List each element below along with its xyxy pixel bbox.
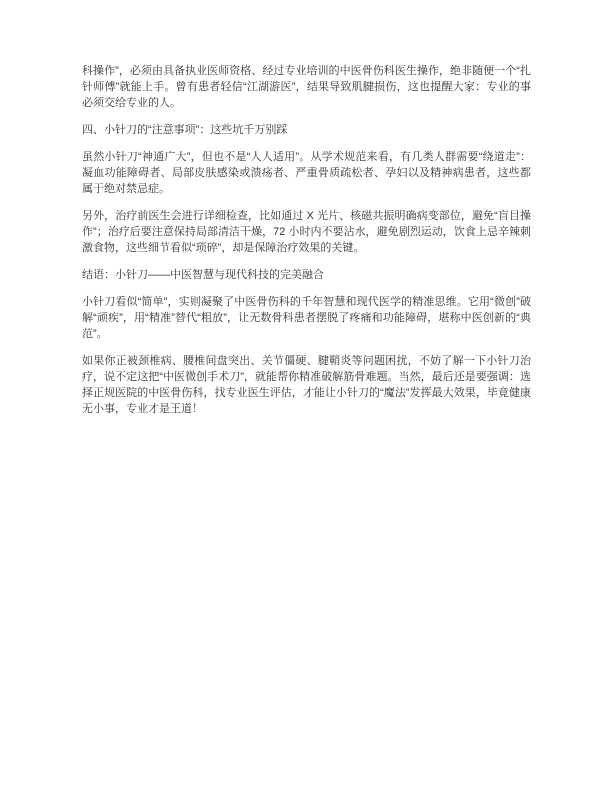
body-paragraph: 小针刀看似“简单”，实则凝聚了中医骨伤科的千年智慧和现代医学的精准思维。它用“微创”破解“顽疾”，用“精准”替代“粗放”，让无数骨科患者摆脱了疼痛和功能障碍，堪称中医创新的“典范”。: [82, 296, 531, 340]
body-paragraph: 虽然小针刀“神通广大”，但也不是“人人适用”。从学术规范来看，有几类人群需要“绕道走”：凝血功能障碍者、局部皮肤感染或溃疡者、严重骨质疏松者、孕妇以及精神病患者，这些都属于绝对禁忌症。: [82, 151, 531, 195]
body-paragraph: 科操作”，必须由具备执业医师资格、经过专业培训的中医骨伤科医生操作，绝非随便一个“扎针师傅”就能上手。曾有患者轻信“江湖游医”，结果导致肌腱损伤，这也提醒大家：专业的事必须交给专业的人。: [82, 65, 531, 109]
page-content: [82, 63, 531, 428]
body-paragraph: 另外，治疗前医生会进行详细检查，比如通过 X 光片、核磁共振明确病变部位，避免“盲目操作”；治疗后要注意保持局部清洁干燥，72 小时内不要沾水，避免剧烈运动，饮食上忌辛辣刺激食物，这些细节看似“琐碎”，却是保障治疗效果的关键。: [82, 210, 531, 254]
section-heading-conclusion: 结语：小针刀——中医智慧与现代科技的完美融合: [82, 269, 324, 281]
body-paragraph: 如果你正被颈椎病、腰椎间盘突出、关节僵硬、腱鞘炎等问题困扰，不妨了解一下小针刀治疗，说不定这把“中医微创手术刀”，就能帮你精准破解筋骨难题。当然，最后还是要强调：选择正规医院的中医骨伤科，找专业医生评估，才能让小针刀的“魔法”发挥最大效果，毕竟健康无小事，专业才是王道！: [82, 355, 531, 415]
section-heading-precautions: 四、小针刀的“注意事项”：这些坑千万别踩: [82, 124, 288, 136]
